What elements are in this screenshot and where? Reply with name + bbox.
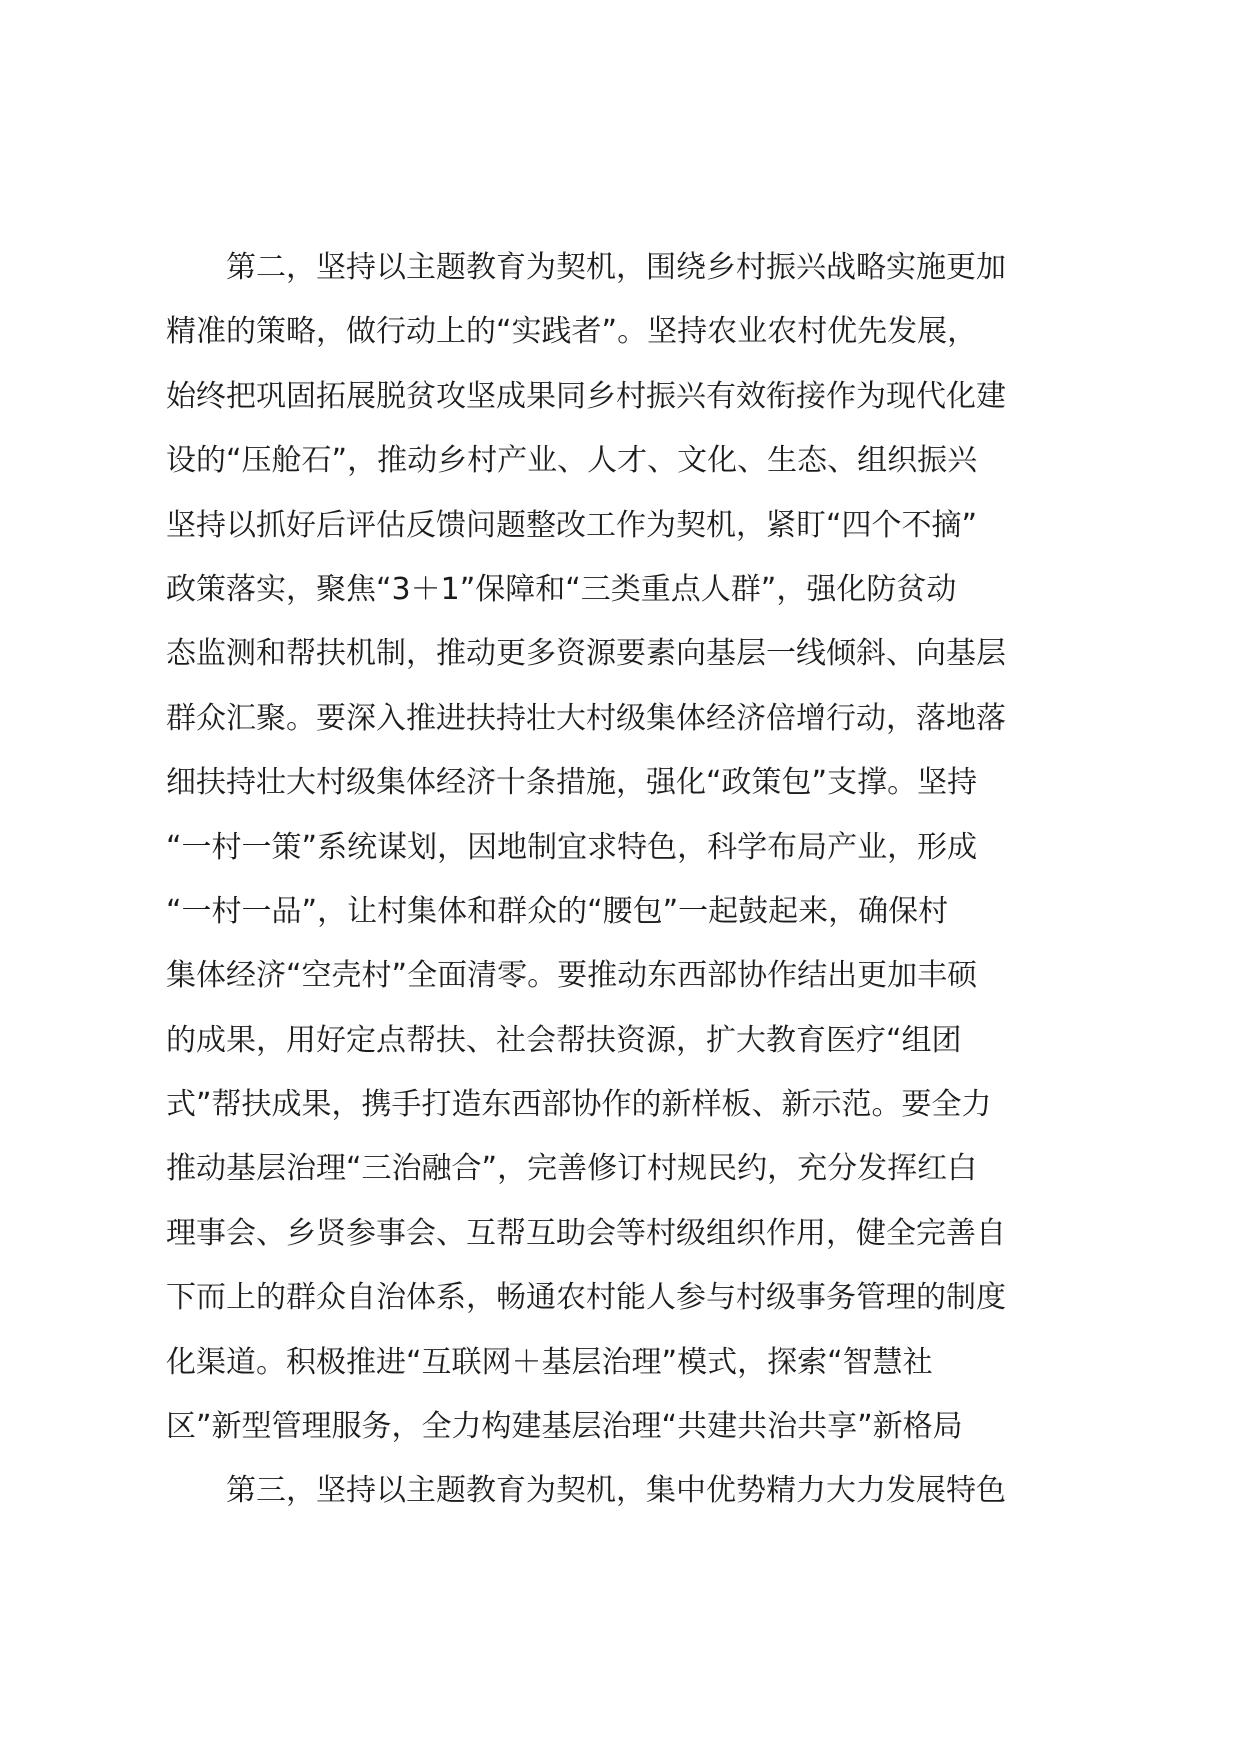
text-line: 第三，坚持以主题教育为契机，集中优势精力大力发展特色 [166,1473,1006,1509]
text-line: 下而上的群众自治体系，畅通农村能人参与村级事务管理的制度 [166,1280,1006,1316]
text-line: “一村一策”系统谋划，因地制宜求特色，科学布局产业，形成 [166,829,978,865]
text-line: 的成果，用好定点帮扶、社会帮扶资源，扩大教育医疗“组团 [166,1022,962,1058]
text-line: 设的“压舱石”，推动乡村产业、人才、文化、生态、组织振兴 [166,443,978,479]
text-line: 细扶持壮大村级集体经济十条措施，强化“政策包”支撑。坚持 [166,765,978,801]
text-line: 群众汇聚。要深入推进扶持壮大村级集体经济倍增行动，落地落 [166,700,1006,736]
text-line: 精准的策略，做行动上的“实践者”。坚持农业农村优先发展， [166,314,978,350]
text-line: 坚持以抓好后评估反馈问题整改工作为契机，紧盯“四个不摘” [166,507,978,543]
text-line: 第二，坚持以主题教育为契机，围绕乡村振兴战略实施更加 [166,250,1006,285]
body-text [166,236,1106,1524]
text-line: 推动基层治理“三治融合”，完善修订村规民约，充分发挥红白 [166,1151,978,1187]
text-line: 区”新型管理服务，全力构建基层治理“共建共治共享”新格局 [166,1409,963,1445]
text-line: 式”帮扶成果，携手打造东西部协作的新样板、新示范。要全力 [166,1087,992,1123]
text-line: 态监测和帮扶机制，推动更多资源要素向基层一线倾斜、向基层 [166,636,1006,672]
text-line: “一村一品”，让村集体和群众的“腰包”一起鼓起来，确保村 [166,893,949,929]
text-line: 政策落实，聚焦“3＋1”保障和“三类重点人群”，强化防贫动 [166,571,957,607]
text-line: 化渠道。积极推进“互联网＋基层治理”模式，探索“智慧社 [166,1344,933,1380]
text-line: 始终把巩固拓展脱贫攻坚成果同乡村振兴有效衔接作为现代化建 [166,378,1006,414]
text-line: 理事会、乡贤参事会、互帮互助会等村级组织作用，健全完善自 [166,1215,1006,1251]
text-line: 集体经济“空壳村”全面清零。要推动东西部协作结出更加丰硕 [166,958,978,994]
